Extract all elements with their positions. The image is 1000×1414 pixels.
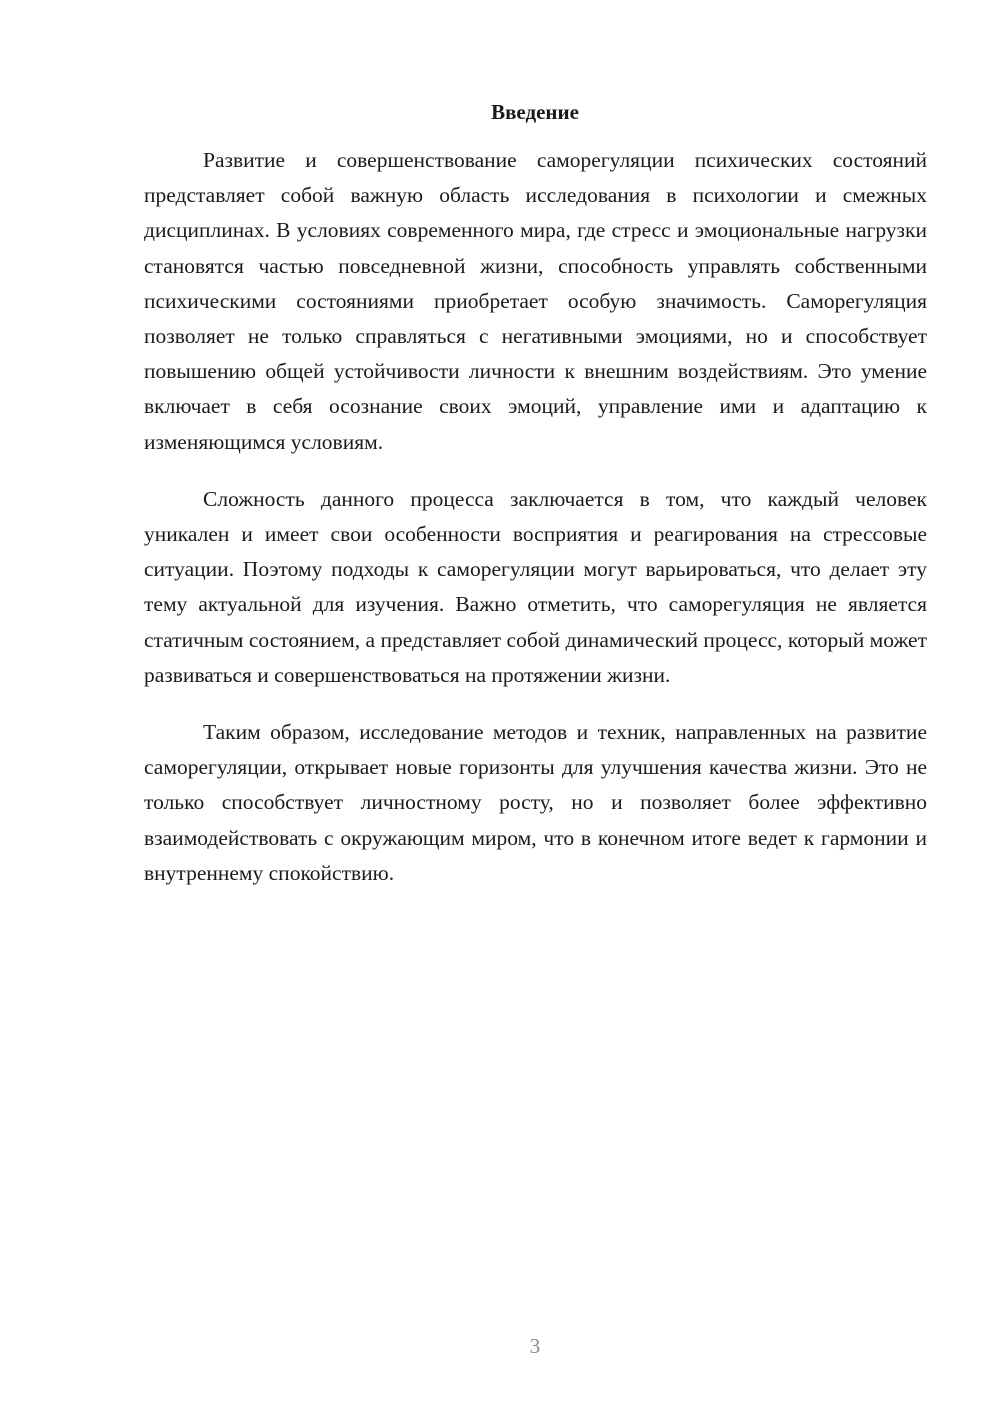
paragraph-3: Таким образом, исследование методов и техник, направленных на развитие саморегуляции, открывает новые горизонты для улучшения качества жизни. Это не только способствует личностному росту, но и позволяет более эффективно взаимодействовать с окружающим миром, что в конечном итоге ведет к гармонии и внутреннему спокойствию. [144, 720, 927, 885]
document-body [144, 143, 927, 913]
paragraph-1: Развитие и совершенствование саморегуляции психических состояний представляет собой важную область исследования в психологии и смежных дисциплинах. В условиях современного мира, где стресс и эмоциональные нагрузки становятся частью повседневной жизни, способность управлять собственными психическими состояниями приобретает особую значимость. Саморегуляция позволяет не только справляться с негативными эмоциями, но и способствует повышению общей устойчивости личности к внешним воздействиям. Это умение включает в себя осознание своих эмоций, управление ими и адаптацию к изменяющимся условиям. [144, 148, 927, 454]
page-title: Введение [491, 100, 579, 124]
paragraph-2: Сложность данного процесса заключается в том, что каждый человек уникален и имеет свои особенности восприятия и реагирования на стрессовые ситуации. Поэтому подходы к саморегуляции могут варьироваться, что делает эту тему актуальной для изучения. Важно отметить, что саморегуляция не является статичным состоянием, а представляет собой динамический процесс, который может развиваться и совершенствоваться на протяжении жизни. [144, 486, 927, 687]
page-number: 3 [529, 1334, 541, 1358]
